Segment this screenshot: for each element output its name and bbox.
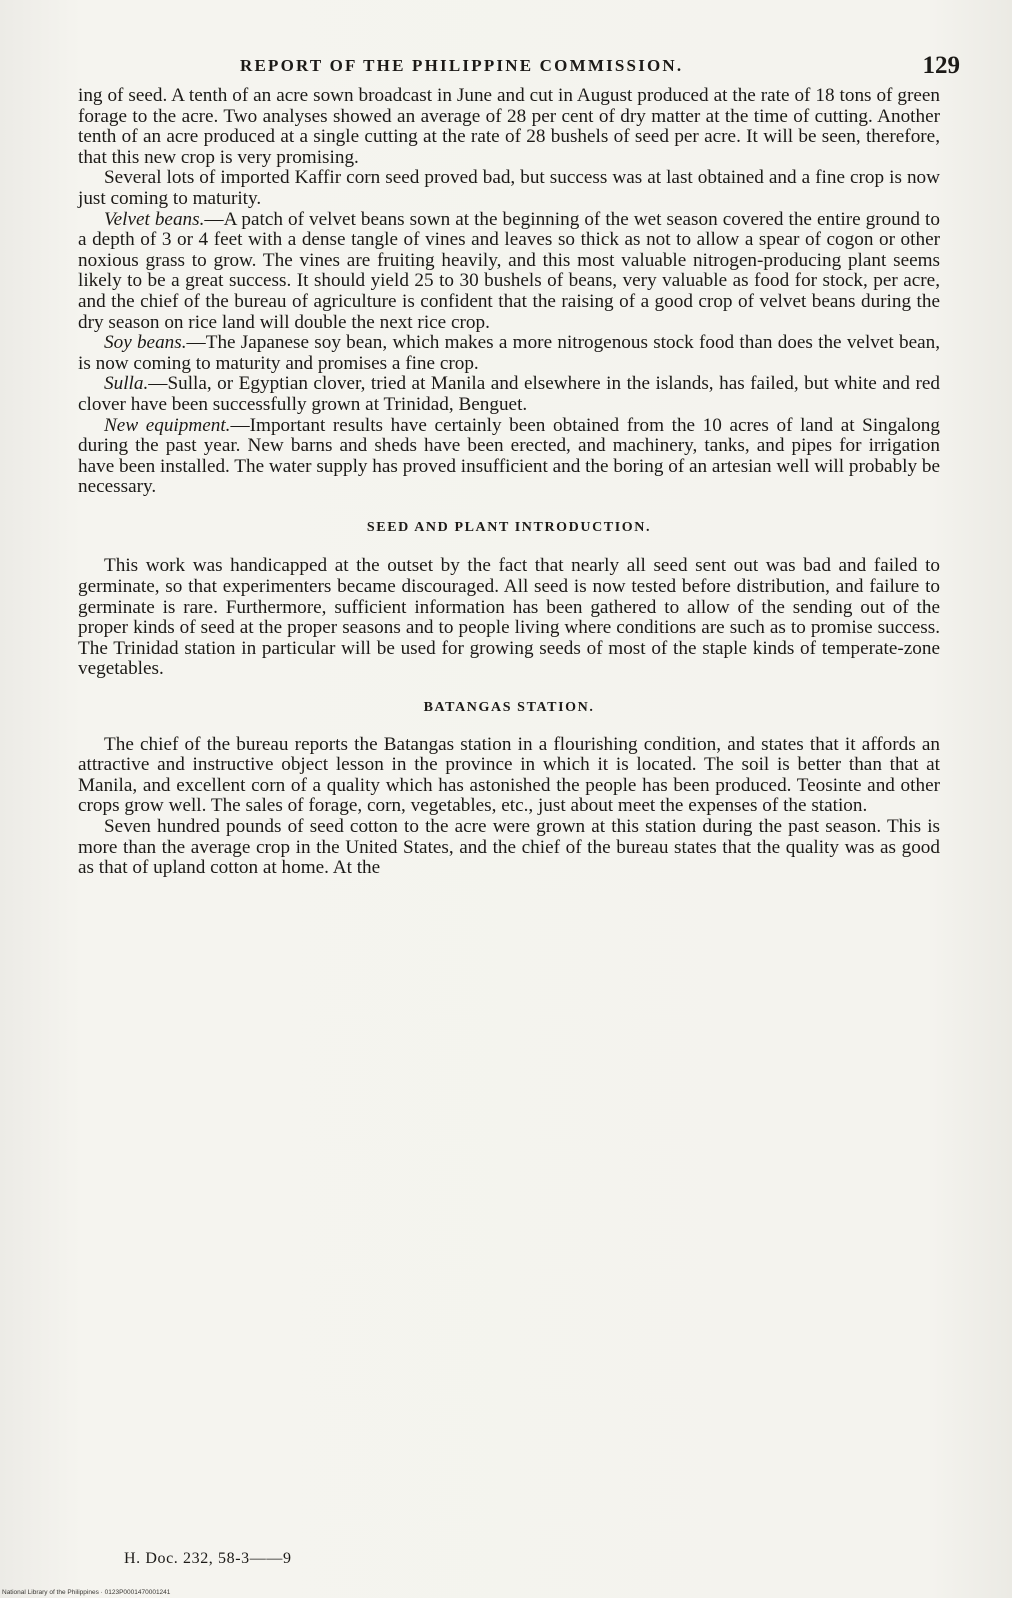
scan-credit: National Library of the Philippines · 0123P0001470001241 (2, 1589, 171, 1596)
lead-sulla: Sulla. (104, 373, 149, 395)
paragraph-batangas-cotton: Seven hundred pounds of seed cotton to the acre were grown at this station during the past season. This is more than the average crop in the United States, and the chief of the bureau states that the quality was as good as that of upland cotton at home. At the (78, 816, 940, 879)
paragraph-new-equipment (78, 416, 940, 498)
text-sulla: —Sulla, or Egyptian clover, tried at Manila and elsewhere in the islands, has failed, but white and red clover have been successfully grown at Trinidad, Benguet. (78, 373, 940, 415)
text-velvet-beans: —A patch of velvet beans sown at the beginning of the wet season covered the entire ground to a depth of 3 or 4 feet with a dense tangle of vines and leaves so thick as not to allow a spear of cogon or other noxious grass to grow. The vines are fruiting heavily, and this most valuable nitrogen-producing plant seems likely to be a great success. It should yield 25 to 30 bushels of beans, very valuable as food for stock, per acre, and the chief of the bureau of agriculture is confident that the raising of a good crop of velvet beans during the dry season on rice land will double the next rice crop. (78, 208, 940, 333)
body-text (78, 86, 940, 879)
paragraph-seed-introduction: This work was handicapped at the outset by the fact that nearly all seed sent out was bad and failed to germinate, so that experimenters became discouraged. All seed is now tested before distribution, and failure to germinate is rare. Furthermore, sufficient information has been gathered to allow of the sending out of the proper kinds of seed at the proper seasons and to people living where conditions are such as to promise success. The Trinidad station in particular will be used for growing seeds of most of the staple kinds of temperate-zone vegetables. (78, 555, 940, 680)
running-title: REPORT OF THE PHILIPPINE COMMISSION. (240, 56, 684, 75)
running-head (100, 52, 960, 82)
section-heading-batangas: BATANGAS STATION. (423, 700, 595, 716)
document-signature: H. Doc. 232, 58-3——9 (124, 1550, 292, 1567)
text-new-equipment: —Important results have certainly been obtained from the 10 acres of land at Singalong during the past year. New barns and sheds have been erected, and machinery, tanks, and pipes for irrigation have been installed. The water supply has proved insufficient and the boring of an artesian well will probably be necessary. (78, 414, 940, 498)
paragraph-batangas-condition: The chief of the bureau reports the Batangas station in a flourishing condition, and states that it affords an attractive and instructive object lesson in the province in which it is located. The soil is better than that at Manila, and excellent corn of a quality which has astonished the people has been produced. Teosinte and other crops grow well. The sales of forage, corn, vegetables, etc., just about meet the expenses of the station. (78, 733, 940, 817)
section-heading-seed: SEED AND PLANT INTRODUCTION. (366, 519, 652, 535)
lead-velvet-beans: Velvet beans. (104, 208, 205, 230)
paragraph-continued: ing of seed. A tenth of an acre sown broadcast in June and cut in August produced at the rate of 18 tons of green forage to the acre. Two analyses showed an average of 28 per cent of dry matter at the time of cutting. Another tenth of an acre produced at a single cutting at the rate of 28 bushels of seed per acre. It will be seen, therefore, that this new crop is very promising. (78, 85, 940, 168)
paragraph-velvet-beans (78, 210, 940, 334)
text-soy-beans: —The Japanese soy bean, which makes a more nitrogenous stock food than does the velvet bean, is now coming to maturity and promises a fine crop. (78, 332, 940, 374)
paragraph-soy-beans (78, 333, 940, 374)
lead-new-equipment: New equipment. (104, 414, 231, 436)
page-number: 129 (922, 52, 960, 79)
lead-soy-beans: Soy beans. (104, 332, 187, 354)
paragraph-sulla (78, 374, 940, 415)
paragraph-kaffir-corn: Several lots of imported Kaffir corn seed proved bad, but success was at last obtained and a fine crop is now just coming to maturity. (78, 167, 940, 209)
